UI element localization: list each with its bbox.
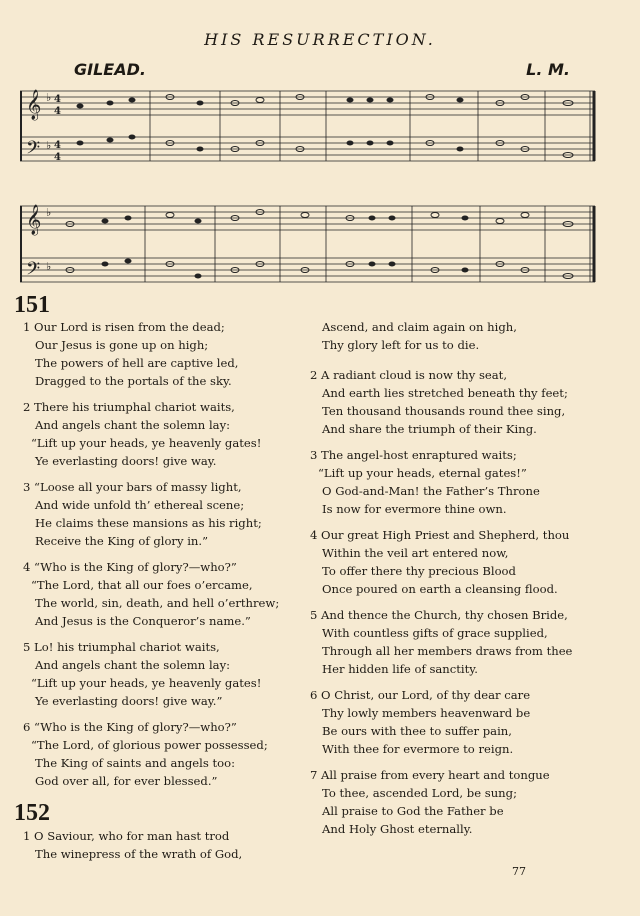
verse-line: 6 O Christ, our Lord, of thy dear care: [310, 688, 531, 702]
verse-line: 1 O Saviour, who for man hast trod: [23, 829, 230, 843]
verse-line: 2 A radiant cloud is now thy seat,: [310, 368, 508, 382]
verse-line: 4 “Who is the King of glory?—who?”: [23, 560, 237, 574]
svg-text:4: 4: [54, 106, 61, 117]
music-score-2: [20, 200, 600, 290]
hymn-number-151: 151: [14, 292, 50, 318]
verse-line: Her hidden life of sanctity.: [322, 662, 478, 676]
svg-text:♭: ♭: [46, 91, 52, 104]
verse-line: He claims these mansions as his right;: [35, 516, 262, 530]
verse-line: The winepress of the wrath of God,: [35, 847, 243, 861]
verse-line: 2 There his triumphal chariot waits,: [23, 400, 235, 414]
verse-line: Thy lowly members heavenward be: [322, 706, 531, 720]
verse-line: “Lift up your heads, ye heavenly gates!: [31, 436, 262, 450]
verse-line: Ye everlasting doors! give way.: [35, 454, 217, 468]
verse-line: “Lift up your heads, eternal gates!”: [318, 466, 527, 480]
stanza: [23, 718, 313, 790]
verse-line: 5 Lo! his triumphal chariot waits,: [23, 640, 220, 654]
verse-line: 5 And thence the Church, thy chosen Bride,: [310, 608, 568, 622]
stanza: [23, 558, 313, 630]
verse-line: Ye everlasting doors! give way.”: [35, 694, 223, 708]
verse-line: 3 “Loose all your bars of massy light,: [23, 480, 242, 494]
stanza: [310, 366, 630, 438]
stanza: [23, 318, 313, 390]
stanza: [23, 638, 313, 710]
verse-line: And share the triumph of their King.: [322, 422, 537, 436]
verse-line: To offer there thy precious Blood: [322, 564, 516, 578]
verse-line: And wide unfold th’ ethereal scene;: [35, 498, 245, 512]
verse-line: With countless gifts of grace supplied,: [322, 626, 548, 640]
verse-line: 4 Our great High Priest and Shepherd, thou: [310, 528, 570, 542]
svg-text:𝄞: 𝄞: [26, 90, 42, 120]
music-score-1: [20, 85, 600, 171]
svg-text:𝄞: 𝄞: [26, 205, 42, 235]
verse-line: Thy glory left for us to die.: [322, 338, 480, 352]
verse-line: The powers of hell are captive led,: [35, 356, 239, 370]
verse-line: And Jesus is the Conqueror’s name.”: [35, 614, 251, 628]
verse-line: Ten thousand thousands round thee sing,: [322, 404, 566, 418]
verse-line: And angels chant the solemn lay:: [35, 418, 231, 432]
verse-line: And earth lies stretched beneath thy feet;: [322, 386, 568, 400]
verse-line: Is now for evermore thine own.: [322, 502, 507, 516]
verse-line: Ascend, and claim again on high,: [322, 320, 517, 334]
music-system-1: [20, 85, 600, 171]
stanza: [23, 478, 313, 550]
svg-text:♭: ♭: [46, 139, 52, 152]
verse-line: Through all her members draws from thee: [322, 644, 573, 658]
verse-line: All praise to God the Father be: [322, 804, 504, 818]
verse-line: Dragged to the portals of the sky.: [35, 374, 232, 388]
svg-text:4: 4: [54, 140, 61, 151]
svg-text:𝄢: 𝄢: [26, 259, 41, 284]
verse-line: O God-and-Man! the Father’s Throne: [322, 484, 540, 498]
verse-line: Be ours with thee to suffer pain,: [322, 724, 512, 738]
stanza: [310, 606, 630, 678]
verse-line: God over all, for ever blessed.”: [35, 774, 218, 788]
hymn-number-152: 152: [14, 800, 50, 826]
music-system-2: [20, 200, 600, 290]
stanza: [310, 318, 630, 354]
verse-line: 7 All praise from every heart and tongue: [310, 768, 550, 782]
verse-line: “Lift up your heads, ye heavenly gates!: [31, 676, 262, 690]
verse-line: 6 “Who is the King of glory?—who?”: [23, 720, 237, 734]
verse-line: Receive the King of glory in.”: [35, 534, 208, 548]
hymn-152-text: [310, 318, 630, 846]
page-number: 77: [512, 865, 526, 878]
verse-line: Once poured on earth a cleansing flood.: [322, 582, 558, 596]
stanza: [310, 766, 630, 838]
stanza: [310, 526, 630, 598]
hymn-152-stanza-1: [23, 827, 313, 863]
verse-line: The King of saints and angels too:: [35, 756, 235, 770]
verse-line: With thee for evermore to reign.: [322, 742, 514, 756]
verse-line: “The Lord, of glorious power possessed;: [31, 738, 268, 752]
verse-line: Within the veil art entered now,: [322, 546, 509, 560]
tune-name: GILEAD.: [74, 60, 146, 79]
page-title: HIS RESURRECTION.: [204, 30, 436, 49]
svg-text:♭: ♭: [46, 206, 52, 219]
stanza: [310, 446, 630, 518]
verse-line: Our Jesus is gone up on high;: [35, 338, 209, 352]
verse-line: And angels chant the solemn lay:: [35, 658, 231, 672]
verse-line: 1 Our Lord is risen from the dead;: [23, 320, 225, 334]
svg-text:4: 4: [54, 94, 61, 105]
stanza: [310, 686, 630, 758]
verse-line: “The Lord, that all our foes o’ercame,: [31, 578, 253, 592]
meter-label: L. M.: [526, 60, 570, 79]
svg-text:4: 4: [54, 152, 61, 163]
hymn-151-text: [23, 318, 313, 798]
verse-line: And Holy Ghost eternally.: [322, 822, 473, 836]
stanza: [23, 398, 313, 470]
svg-text:𝄢: 𝄢: [26, 138, 41, 163]
verse-line: To thee, ascended Lord, be sung;: [322, 786, 517, 800]
verse-line: The world, sin, death, and hell o’erthrew;: [35, 596, 280, 610]
verse-line: 3 The angel-host enraptured waits;: [310, 448, 517, 462]
svg-text:♭: ♭: [46, 260, 52, 273]
